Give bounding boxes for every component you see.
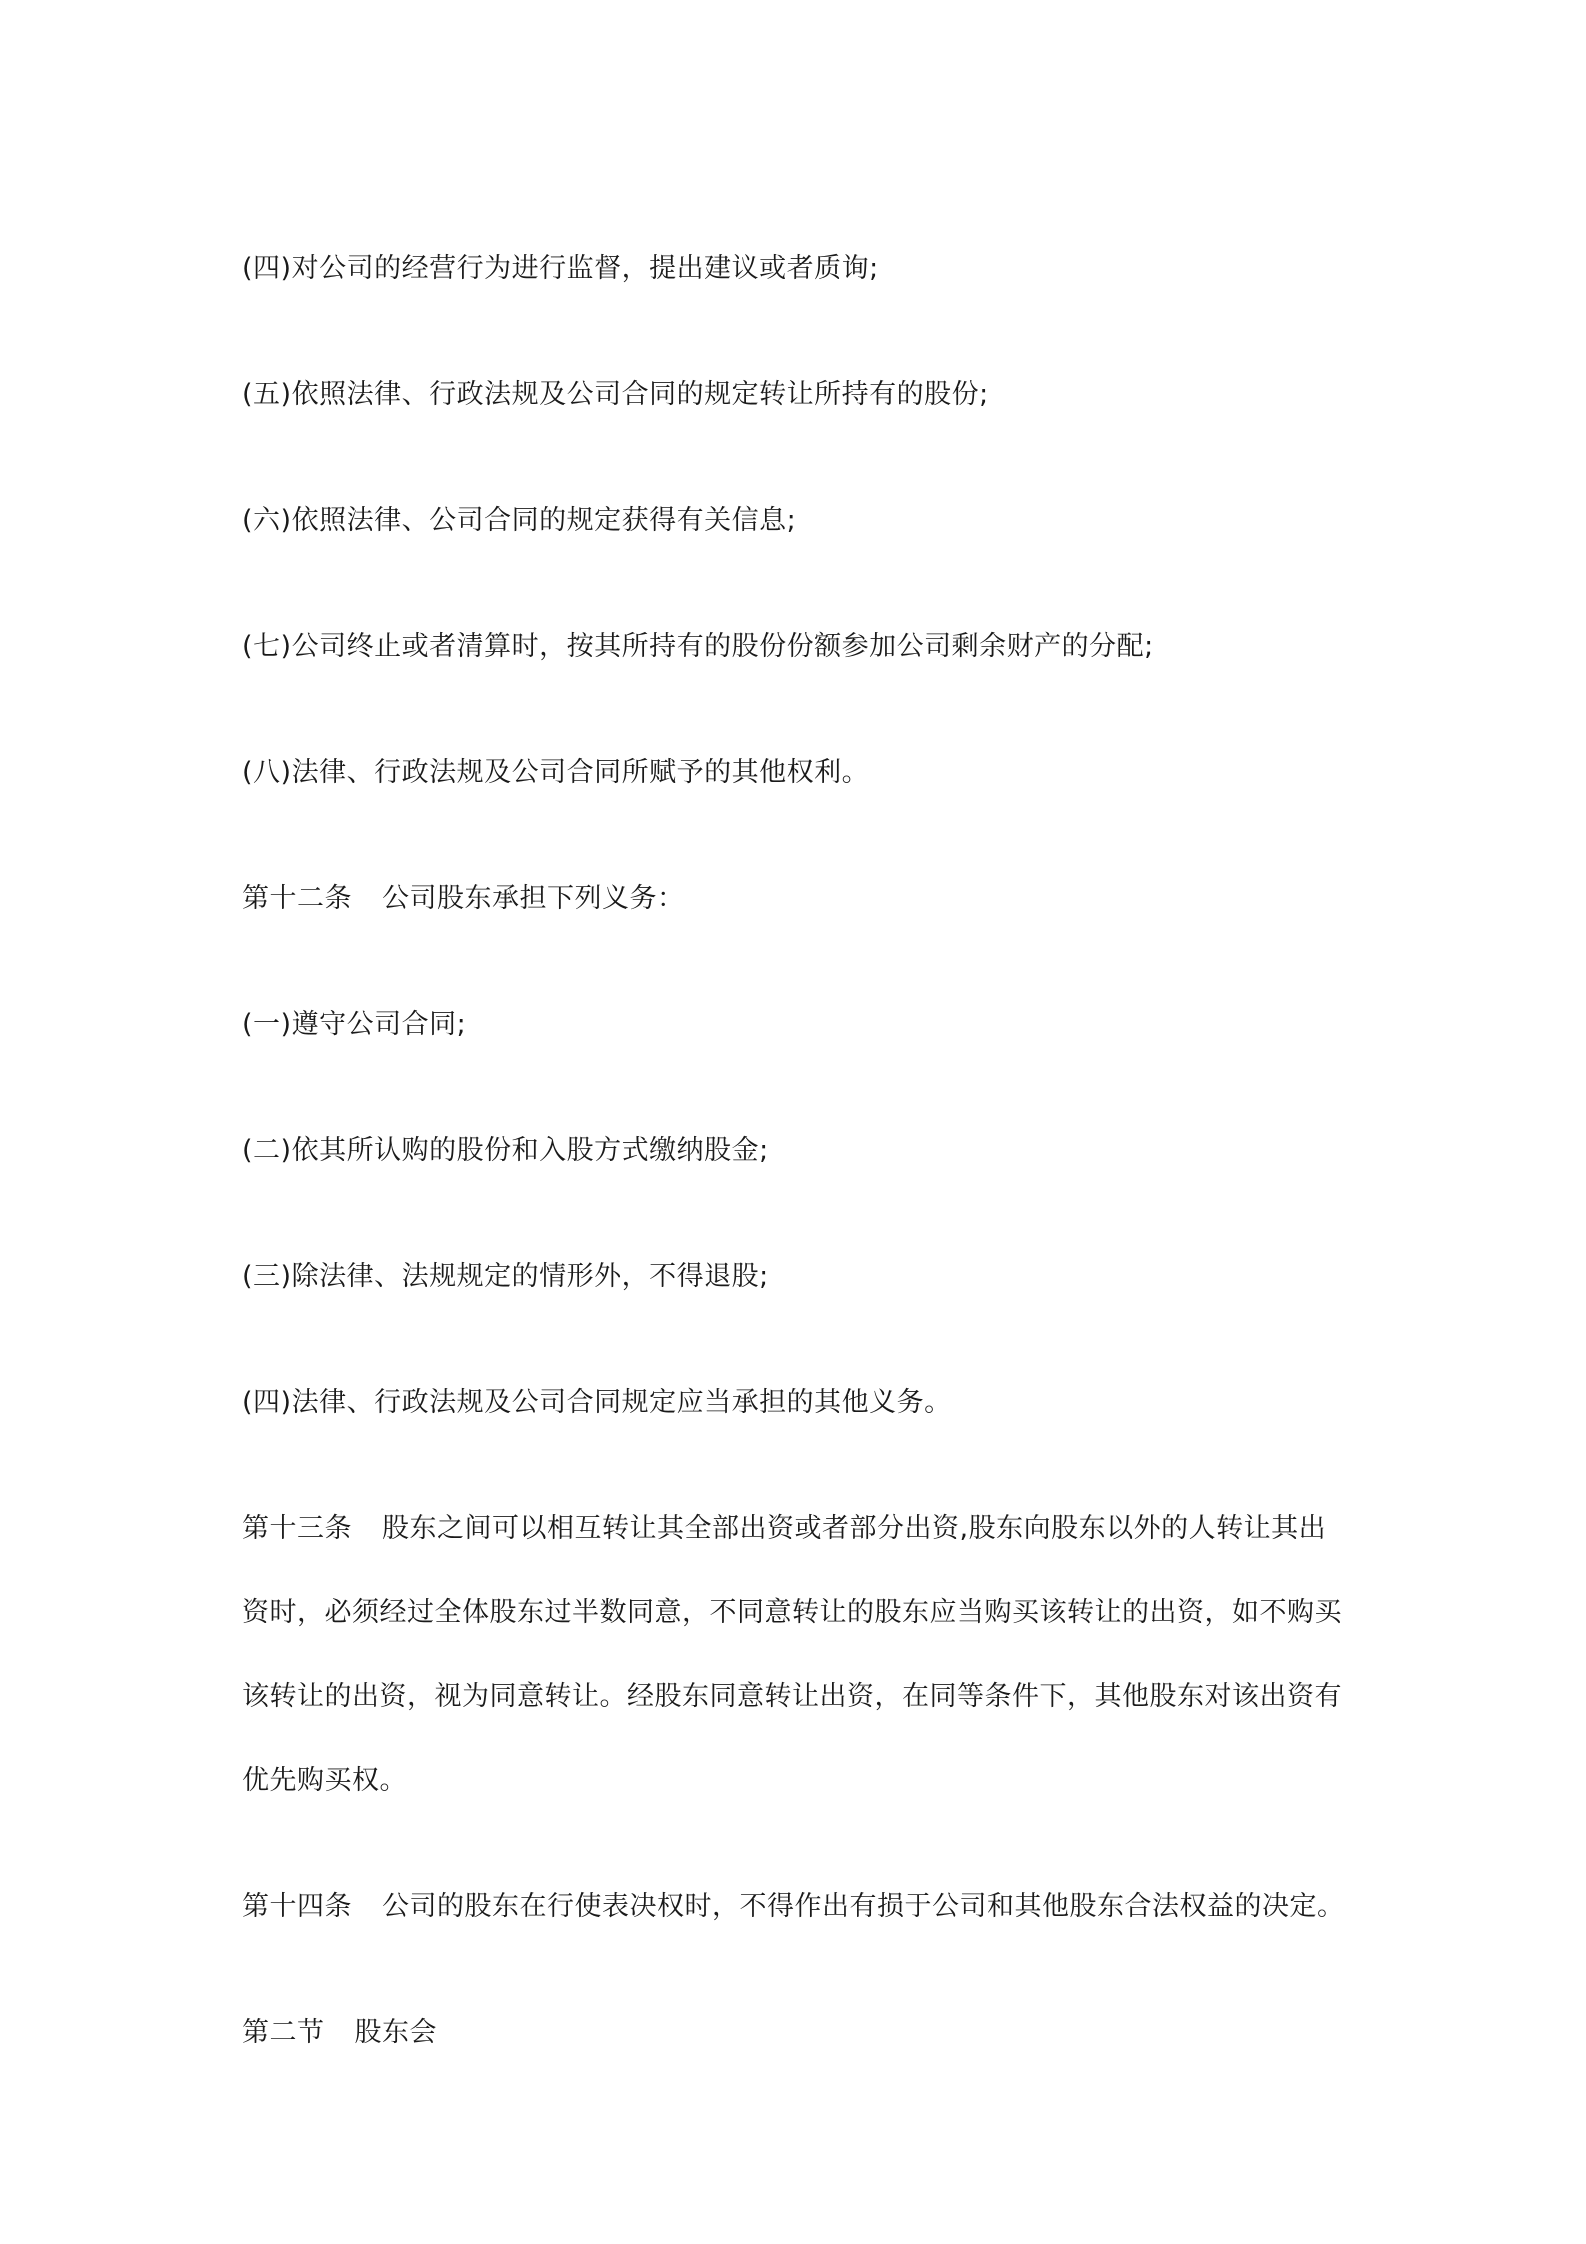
paragraph-text: (二)依其所认购的股份和入股方式缴纳股金; — [242, 1135, 769, 1166]
paragraph-text: (一)遵守公司合同; — [242, 1009, 467, 1040]
clause-item-8-rights — [242, 731, 1362, 815]
article-label: 第十三条 — [242, 1513, 352, 1544]
clause-item-6-rights — [242, 479, 1362, 563]
paragraph-text: (四)法律、行政法规及公司合同规定应当承担的其他义务。 — [242, 1387, 952, 1418]
article-13 — [242, 1487, 1352, 1823]
paragraph-text: (六)依照法律、公司合同的规定获得有关信息; — [242, 505, 797, 536]
clause-item-3-obligations — [242, 1235, 1362, 1319]
paragraph-text: (八)法律、行政法规及公司合同所赋予的其他权利。 — [242, 757, 870, 788]
paragraph-text: (三)除法律、法规规定的情形外，不得退股; — [242, 1261, 769, 1292]
article-12 — [242, 857, 1362, 941]
clause-item-5-rights — [242, 353, 1362, 437]
section-label: 第二节 — [242, 2017, 325, 2048]
paragraph-text: (七)公司终止或者清算时，按其所持有的股份份额参加公司剩余财产的分配; — [242, 631, 1154, 662]
clause-item-2-obligations — [242, 1109, 1362, 1193]
article-label: 第十二条 — [242, 883, 352, 914]
section-2-heading — [242, 1991, 1362, 2075]
paragraph-text: 股东之间可以相互转让其全部出资或者部分出资,股东向股东以外的人转让其出资时，必须经过全体股东过半数同意，不同意转让的股东应当购买该转让的出资，如不购买该转让的出资，视为同意转让。经股东同意转让出资，在同等条件下，其他股东对该出资有优先购买权。 — [242, 1513, 1342, 1796]
paragraph-text: 公司的股东在行使表决权时，不得作出有损于公司和其他股东合法权益的决定。 — [382, 1891, 1345, 1922]
paragraph-text: 公司股东承担下列义务： — [382, 883, 685, 914]
paragraph-text: (五)依照法律、行政法规及公司合同的规定转让所持有的股份; — [242, 379, 989, 410]
clause-item-4-obligations — [242, 1361, 1362, 1445]
clause-item-4-rights — [242, 227, 1362, 311]
clause-item-7-rights — [242, 605, 1362, 689]
article-14 — [242, 1865, 1362, 1949]
clause-item-1-obligations — [242, 983, 1362, 1067]
article-label: 第十四条 — [242, 1891, 352, 1922]
section-title: 股东会 — [354, 2017, 437, 2048]
paragraph-text: (四)对公司的经营行为进行监督，提出建议或者质询; — [242, 253, 879, 284]
